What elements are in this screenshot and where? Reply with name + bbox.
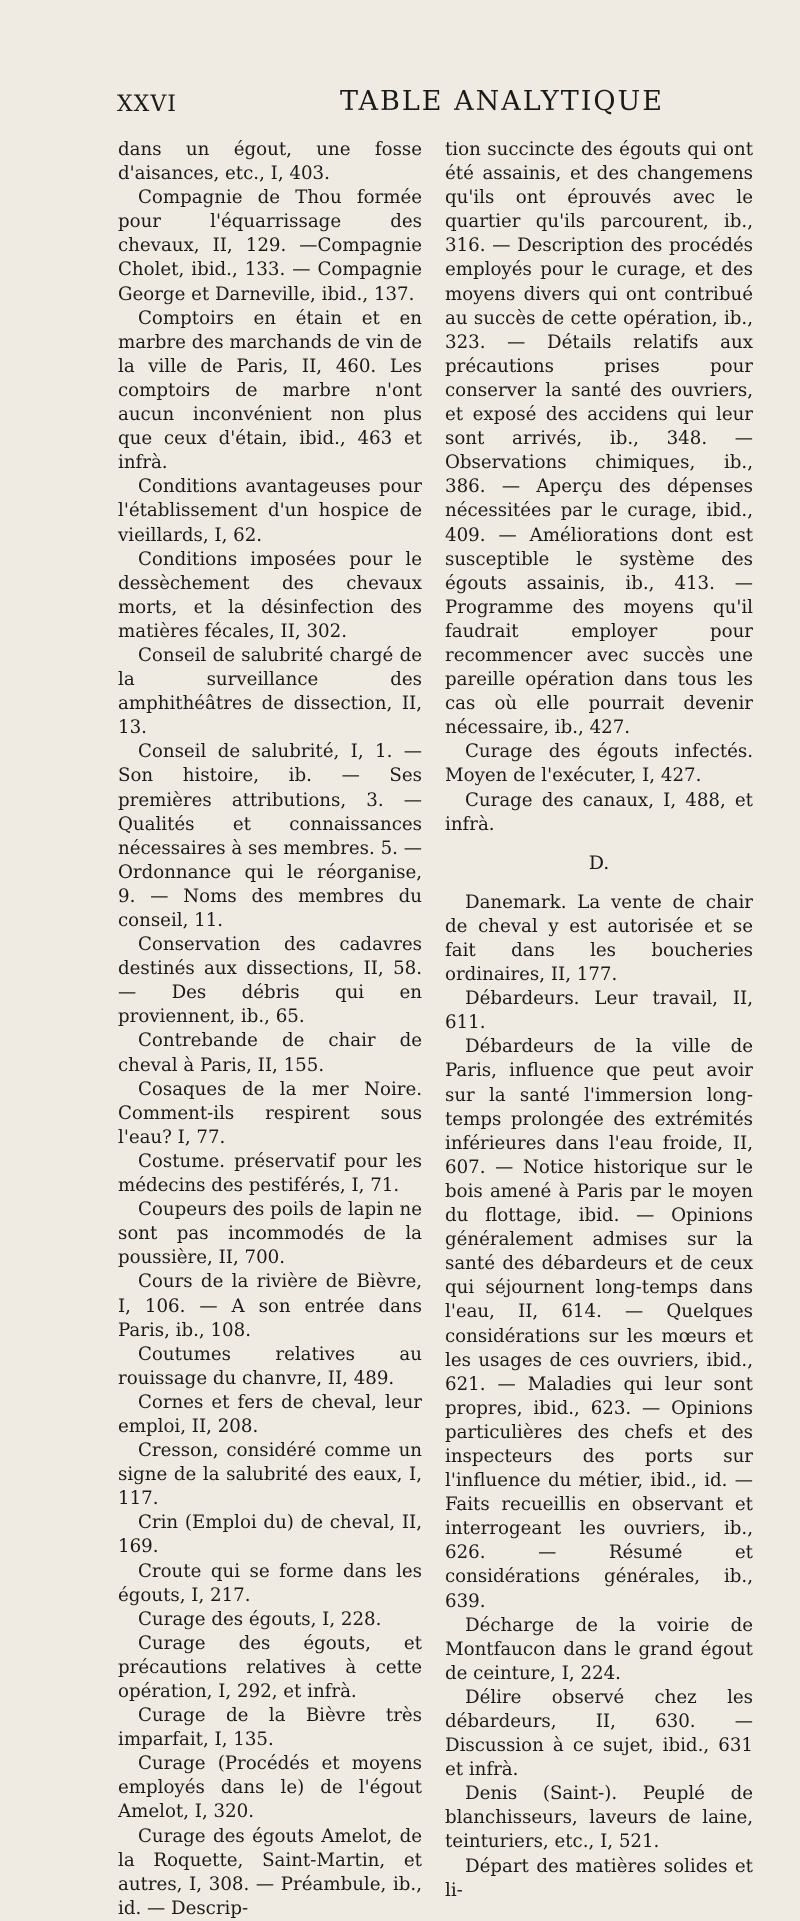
index-entry: Contrebande de chair de cheval à Paris, II, 155. bbox=[118, 1030, 422, 1076]
index-entry: Croute qui se forme dans les égouts, I, 217. bbox=[118, 1560, 422, 1606]
index-entry: Compagnie de Thou formée pour l'équarrissage des chevaux, II, 129. —Compagnie Cholet, ibid., 133. — Compagnie George et Darneville, ibid., 137. bbox=[118, 187, 422, 305]
page-number: XXVI bbox=[117, 92, 177, 117]
index-entry: Curage de la Bièvre très imparfait, I, 135. bbox=[118, 1705, 422, 1751]
page-header bbox=[40, 86, 760, 126]
index-entry: Costume. préservatif pour les médecins des pestiférés, I, 71. bbox=[118, 1150, 422, 1197]
index-entry: Décharge de la voirie de Montfaucon dans le grand égout de ceinture, I, 224. bbox=[445, 1614, 753, 1684]
index-entry: Coupeurs des poils de lapin ne sont pas incommodés de la poussière, II, 700. bbox=[118, 1199, 422, 1269]
index-entry: Curage des égouts, I, 228. bbox=[138, 1608, 382, 1630]
running-title: TABLE ANALYTIQUE bbox=[340, 86, 665, 117]
index-entry: tion succincte des égouts qui ont été assainis, et des changemens qu'ils ont éprouvés avec le quartier qu'ils parcourent, ib., 316. — Description des procédés employés pour le curage, et des moyens divers qui ont contribué au succès de cette opération, ib., 323. — Détails relatifs aux précautions prises pour conserver la santé des ouvriers, et exposé des accidens qui leur sont arrivés, ib., 348. — Observations chimiques, ib., 386. — Aperçu des dépenses nécessitées par le curage, ibid., 409. — Améliorations dont est susceptible le système des égouts assainis, ib., 413. — Programme des moyens qu'il faudrait employer pour recommencer avec succès une pareille opération dans tous les cas où elle pourrait devenir nécessaire, ib., 427. bbox=[445, 139, 753, 739]
index-entry: Débardeurs. Leur travail, II, 611. bbox=[445, 988, 753, 1034]
index-entry: Conservation des cadavres destinés aux dissections, II, 58. — Des débris qui en proviennent, ib., 65. bbox=[118, 934, 422, 1028]
section-letter: D. bbox=[588, 851, 610, 874]
index-entry: Denis (Saint-). Peuplé de blanchisseurs, laveurs de laine, teinturiers, etc., I, 521. bbox=[445, 1783, 753, 1853]
index-entry: Conseil de salubrité, I, 1. — Son histoire, ib. — Ses premières attributions, 3. — Qualités et connaissances nécessaires à ses membres. 5. — Ordonnance qui le réorganise, 9. — Noms des membres du conseil, 11. bbox=[118, 741, 422, 931]
index-entry: Curage des égouts infectés. Moyen de l'exécuter, I, 427. bbox=[445, 741, 753, 787]
right-column bbox=[445, 138, 753, 1903]
index-entry: Crin (Emploi du) de cheval, II, 169. bbox=[118, 1512, 422, 1558]
index-entry: Délire observé chez les débardeurs, II, 630. — Discussion à ce sujet, ibid., 631 et infrà. bbox=[445, 1686, 753, 1781]
index-entry: Curage des égouts, et précautions relatives à cette opération, I, 292, et infrà. bbox=[118, 1632, 422, 1702]
index-entry: Conseil de salubrité chargé de la surveillance des amphithéâtres de dissection, II, 13. bbox=[118, 644, 422, 739]
index-entry: Curage des canaux, I, 488, et infrà. bbox=[445, 789, 753, 835]
index-entry: Conditions avantageuses pour l'établissement d'un hospice de vieillards, I, 62. bbox=[118, 476, 422, 546]
index-entry: Cours de la rivière de Bièvre, I, 106. — A son entrée dans Paris, ib., 108. bbox=[118, 1271, 422, 1341]
index-entry: Coutumes relatives au rouissage du chanvre, II, 489. bbox=[118, 1343, 422, 1389]
index-entry: Curage (Procédés et moyens employés dans le) de l'égout Amelot, I, 320. bbox=[118, 1753, 422, 1823]
index-entry: Départ des matières solides et li- bbox=[445, 1855, 753, 1901]
index-entry: dans un égout, une fosse d'aisances, etc., I, 403. bbox=[118, 139, 422, 185]
index-entry: Cosaques de la mer Noire. Comment-ils respirent sous l'eau? I, 77. bbox=[118, 1078, 422, 1148]
index-entry: Débardeurs de la ville de Paris, influence que peut avoir sur la santé l'immersion long-temps prolongée des extrémités inférieures dans l'eau froide, II, 607. — Notice historique sur le bois amené à Paris par le moyen du flottage, ibid. — Opinions généralement admises sur la santé des débardeurs et de ceux qui séjournent long-temps dans l'eau, II, 614. — Quelques considérations sur les mœurs et les usages de ces ouvriers, ibid., 621. — Maladies qui leur sont propres, ibid., 623. — Opinions particulières des chefs et des inspecteurs des ports sur l'influence du métier, ibid., id. — Faits recueillis en observant et interrogeant les ouvriers, ib., 626. — Résumé et considérations générales, ib., 639. bbox=[445, 1036, 753, 1612]
left-column bbox=[118, 138, 422, 1921]
index-entry: Cresson, considéré comme un signe de la salubrité des eaux, I, 117. bbox=[118, 1440, 422, 1510]
index-entry: Comptoirs en étain et en marbre des marchands de vin de la ville de Paris, II, 460. Les comptoirs de marbre n'ont aucun inconvénient non plus que ceux d'étain, ibid., 463 et infrà. bbox=[118, 307, 422, 474]
index-entry: Cornes et fers de cheval, leur emploi, II, 208. bbox=[118, 1391, 422, 1437]
index-entry: Curage des égouts Amelot, de la Roquette, Saint-Martin, et autres, I, 308. — Préambule, ib., id. — Descrip- bbox=[118, 1825, 422, 1919]
index-entry: Conditions imposées pour le dessèchement des chevaux morts, et la désinfection des matières fécales, II, 302. bbox=[118, 548, 422, 642]
index-entry: Danemark. La vente de chair de cheval y est autorisée et se fait dans les boucheries ordinaires, II, 177. bbox=[445, 891, 753, 986]
